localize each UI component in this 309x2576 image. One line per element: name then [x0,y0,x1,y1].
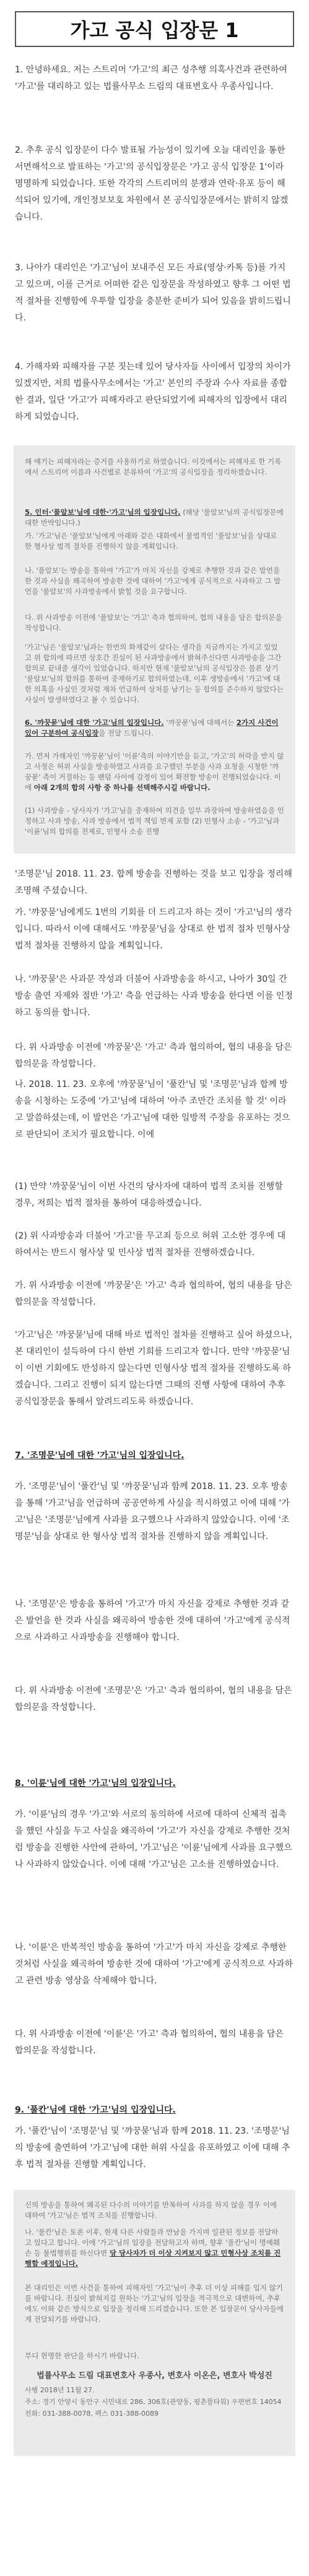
section-7-item-a: 가. '조명문'님이 '풀칸'님 및 '꺄꿍묻'님과 함께 2018. 11. 23. 오후 방송을 통해 '가고'님을 언급하며 공공연하게 사실을 적시하였고 이에 대해 '가고'님은 '조명문'님에게 사과를 요구했으나 사과하지 않았습니다. 이에 '조명문'님을 상대로 한 형사상 법적 절차를 진행하지 않을 계획입니다. [15,1482,290,1542]
paragraph-1: 1. 안녕하세요. 저는 스트리머 '가고'의 최근 성추행 의혹사건과 관련하여 '가고'를 대리하고 있는 법률사무소 드림의 대표변호사 우종사입니다. [15,65,287,92]
section-6-title: 6. '꺄꿍묻'님에 대한 '가고'님의 입장입니다. [25,718,164,727]
footer-date: 사행 2018년 11월 27. [25,2386,95,2394]
section-5-title-tail: (해당 '풀알보'님의 공식입장문에 대한 반박입니다.) [25,508,284,527]
section-9-item-a: 가. '풀칸'님이 '조명문'님 및 '꺄꿍묻'님과 함께 2018. 11. 23. '조명문'님의 방송에 출연하여 '가고'님에 대한 허위 사실을 유포하였고 이에 대해 추후 법적 절차를 진행할 계획입니다. [15,2126,290,2170]
middle-paragraph-1: '조명문'님 2018. 11. 23. 합께 방송을 진행하는 것을 보고 입장을 정리해 조명해 주셨습니다. [15,869,292,896]
closing-paragraph-3: 본 대리인은 이번 사건을 통하여 피해자인 '가고'님이 추후 더 이상 피해를 입지 않기를 바랍니다. 진실이 밝혀지길 원하는 '가고'님의 입장을 적극적으로 대변하여, 추후에도 이와 같은 방식으로 입장을 정리해 드리겠습니다. 또한 본 입장문이 당사자들에게 전달되기를 바랍니다. [25,2283,284,2324]
section-5-item-a: 가. '가고'님은 '풀알보'님에게 아래와 같은 대화에서 불법적인 '풀알보'님을 상대로 한 형사상 법적 절차를 진행하지 않을 계획입니다. [25,531,277,551]
middle-paragraph-7: (2) 위 사과방송과 더불어 '가고'를 무고죄 등으로 허위 고소한 경우에 대하여서는 반드시 형사상 및 민사상 법적 절차를 진행하겠습니다. [15,1231,286,1258]
section-6-item-a-text: 가. 먼저 가해자인 '꺄꿍묻'님이 '이륜'측의 이야기만을 듣고, '가고'의 허락을 받지 않고 사정은 허위 사실을 방송하였고 사과를 요구했던 부분을 사과 요청을 시청한 '꺄꿍묻' 측이 거절하는 등 팬덤 사이에 감정이 있어 확전할 방송이 진행되었습니다. 이에 [25,752,284,792]
footer-phone: 전화: 031-388-0078, 팩스 031-388-0089 [25,2410,159,2418]
section-6-heading [25,718,284,739]
notice-box-lower [14,2190,295,2456]
section-7-item-b: 나. '조명문'은 방송을 통하여 '가고'가 마치 자신을 강제로 추행한 것과 같은 발언을 한 것과 사실을 왜곡하여 방송한 것에 대하여 '가고'에게 공식적으로 사과하고 사과방송을 진행해야 합니다. [15,1599,290,1642]
section-8-item-a: 가. '이륜'님의 경우 '가고'와 서로의 동의하에 서로에 대하여 신체적 접촉을 했던 사실을 두고 사실을 왜곡하여 '가고'가 자신을 강제로 추행한 것처럼 방송을 진행한 사안에 관하여, '가고'님은 '이륜'님에게 사과를 요구했으나 사과하지 않았습니다. 이에 대해 '가고'님은 고소를 진행하였습니다. [15,1810,292,1870]
middle-paragraph-9: '가고'님은 '꺄꿍묻'님에 대해 바로 법적인 절차를 진행하고 싶어 하셨으나, 본 대리인이 설득하여 다시 한번 기회를 드리고자 합니다. 만약 '꺄꿍묻'님이 이번 기회에도 반성하지 않는다면 민형사상 법적 절차를 진행하도록 하겠습니다. 그리고 진행이 되지 않는다면 그때의 진행 사항에 대하여 추후 공식입장문을 통해서 알려드리도록 하겠습니다. [15,1330,292,1407]
section-6-title-tail: '꺄꿍묻'님에 대해서는 [166,718,235,727]
middle-paragraph-8: 가. 위 사과방송 이전에 '꺄꿍묻'은 '가고' 측과 협의하여, 협의 내용을 담은 합의문을 작성합니다. [15,1281,292,1307]
section-5-item-b: 나. '풀알보'는 방송을 통하여 '가고'가 마치 자신을 강제로 추행한 것과 같은 발언을 한 것과 사실을 왜곡하여 방송한 것에 대하여 '가고'에게 공식적으로 사과하고 그 발언을 '풀알보'의 사과방송에서 밝힐 것을 요구합니다. [25,566,281,596]
section-7-title: 7. '조명문'님에 대한 '가고'님의 입장입니다. [15,1451,185,1461]
section-8-title: 8. '이륜'님에 대한 '가고'님의 입장입니다. [15,1779,176,1788]
document-title: 가고 공식 입장문 1 [15,11,294,47]
section-7-item-c: 다. 위 사과방송 이전에 '조명문'은 '가고' 측과 협의하여, 협의 내용을 담은 합의문을 작성합니다. [15,1686,292,1712]
paragraph-2: 2. 추후 공식 입장문이 다수 발표될 가능성이 있기에 오늘 대리인을 통한 서면해석으로 발표하는 '가고'의 공식입장문은 '가고 공식 입장문 1'이라 명명하게 되었습니다. 또한 각각의 스트리머의 분쟁과 연락·유포 등이 해석되어 있기에, 개인정보보호 차원에서 본 공식입장문에서는 밝히지 않겠습니다. [15,145,289,222]
section-8-heading [15,1775,294,1792]
section-6-options: (1) 사과방송 - 당사자가 '가고'님을 중재하여 의견을 일부 과장하여 방송하였음을 인정하고 사과 방송, 사과 방송에서 법적 책임 면제 포함 (2) 민형사 소송 - '가고'님과 '이륜'님의 합의를 전제로, 민형사 소송 진행 [25,806,284,836]
section-6-item-a-emphasis: 아래 2개의 합의 사항 중 하나를 선택해주시길 바랍니다. [33,783,211,792]
section-5-note: '가고'님은 '풀알보'님과는 한번의 화재같이 살다는 생각을 지금까지는 가지고 있었고 위 합의에 따르면 상호간 진실이 된 사과방송에서 밝혀주신다면 사과방송을 그간 합의로 끝내줄 생각이 있었습니다. 하지만 현재 '풀알보'님의 공식입장은 물론 상기 '풀알보'님의 합의를 통하여 중재하기로 합의하였는데, 이후 생방송에서 '가고'에 대한 의혹을 사실인 것처럼 재차 언급하여 상처를 남기는 등 합의를 준수하지 않았다는 사실이 발생하였다고 볼 수 있습니다. [25,643,284,704]
middle-paragraph-3: 나. '꺄꿍묻'은 사과문 작성과 더불어 사과방송을 하시고, 나아가 30일 간 방송 출연 자제와 절반 '가고' 측을 언급하는 사과 방송을 한다면 이를 인정하고 동의를 합니다. [15,974,293,1018]
section-5-title: 5. 인터·'풀알보'님에 대한·'가고'님의 입장입니다. [25,508,181,517]
closing-paragraph-1: 신의 방송을 통하여 왜곡된 다수의 이야기를 반복하여 사과를 하지 않을 경우 이에 대하여 '가고'님은 법적 조치를 진행합니다. [25,2200,277,2220]
section-5-item-c: 다. 위 사과방송 이전에 '풀알보'는 '가고' 측과 협의하여, 협의 내용을 담은 합의문을 작성합니다. [25,613,282,632]
section-6-item-a [25,751,284,793]
section-6-title-emphasis: 2가지 사건이 있어 구분하여 공식입장 [25,718,279,737]
closing-paragraph-4: 부디 현명한 판단을 하시기 바랍니다. [25,2351,139,2360]
section-9-heading [15,2102,294,2119]
footer-block [14,2371,295,2419]
paragraph-4: 4. 가해자와 피해자를 구분 짓는데 있어 당사자들 사이에서 입장의 차이가 있겠지만, 저희 법률사무소에서는 '가고' 본인의 주장과 수사 자료를 종합한 결과, 일단 '가고'가 피해자라고 판단되었기에 피해자의 입장에서 대리하게 되었습니다. [15,362,291,422]
middle-paragraph-5: 나. 2018. 11. 23. 오후에 '꺄꿍묻'님이 '풀칸'님 및 '조명문'님과 합께 방송을 시청하는 도중에 '가고'님에 대하여 '아주 조만간 조치를 할 것' 이라고 말씀하셨는데, 이 발언은 '가고'님에 대한 일방적 주장을 유포하는 것으로 판단되어 조치가 필요합니다. 이에 [15,1080,290,1140]
box-intro: 해 얘기는 피해자라는 증거를 사용하기로 하였습니다. 이것에서는 피해자로 한 기록에서 스트리머 이름과 사건별로 분류하여 '가고'의 공식입장을 정리하겠습니다. [25,457,282,476]
section-8-item-c: 다. 위 사과방송 이전에 '이륜'은 '가고' 측과 협의하여, 협의 내용을 담은 합의문을 작성합니다. [15,2029,284,2056]
section-9-title: 9. '풀칸'님에 대한 '가고'님의 입장입니다. [15,2105,176,2115]
closing-paragraph-2-emphasis: 당 당사자가 더 이상 지켜보지 않고 민형사상 조치를 진행할 예정입니다. [25,2249,281,2268]
section-7-heading [15,1448,294,1464]
notice-box-upper [14,445,295,854]
middle-paragraph-6: (1) 만약 '꺄꿍묻'님이 이번 사건의 당사자에 대하여 법적 조치를 진행할 경우, 저희는 법적 절차를 통하여 대응하겠습니다. [15,1182,283,1208]
signature: 법률사무소 드림 대표변호사 우종사, 변호사 이온은, 변호사 박성진 [37,2371,272,2381]
middle-paragraph-4: 다. 위 사과방송 이전에 '꺄꿍묻'은 '가고' 측과 협의하여, 협의 내용을 담은 합의문을 작성합니다. [15,1042,292,1069]
middle-paragraph-2: 가. '꺄꿍묻'님에게도 1번의 기회를 더 드리고자 하는 것이 '가고'님의 생각입니다. 따라서 이에 대해서도 '꺄꿍묻'님을 상대로 한 법적 절차 민형사상 법적 절차를 진행하지 않을 계획입니다. [15,908,292,951]
section-8-item-b: 나. '이륜'은 반복적인 방송을 통하여 '가고'가 마치 자신을 강제로 추행한 것처럼 사실을 왜곡하여 방송한 것에 대하여 '가고'에게 공식적으로 사과하고 관련 방송 영상을 삭제해야 합니다. [15,1943,294,1986]
section-5-heading [25,507,284,528]
paragraph-3: 3. 나아가 대리인은 '가고'님이 보내주신 모든 자료(영상·카톡 등)를 가지고 있으며, 이를 근거로 어떠한 같은 입장문을 작성하였고 향후 그 어떤 법적 절차를 진행함에 우투할 입장을 충분한 준비가 되어 있음을 밝히드립니다. [15,263,291,323]
closing-paragraph-2 [25,2227,284,2269]
section-6-title-end: 을 전달 드립니다. [98,729,154,737]
footer-address: 주소: 경기 안양시 동안구 시민대로 286, 306호(관양동, 평촌뜰타워) 우편번호 14054 [25,2398,282,2406]
closing-paragraph-2-text: 나. '풀칸'님은 토론 이후, 현재 다른 사람들과 만남을 가지며 일관된 정보를 전달하고 있다고 합니다. 이에 '가고'님의 입장을 전달하고자 하며, 향후 '풀칸'님이 명예훼손 등 불법행위를 하신다면 [25,2228,280,2257]
